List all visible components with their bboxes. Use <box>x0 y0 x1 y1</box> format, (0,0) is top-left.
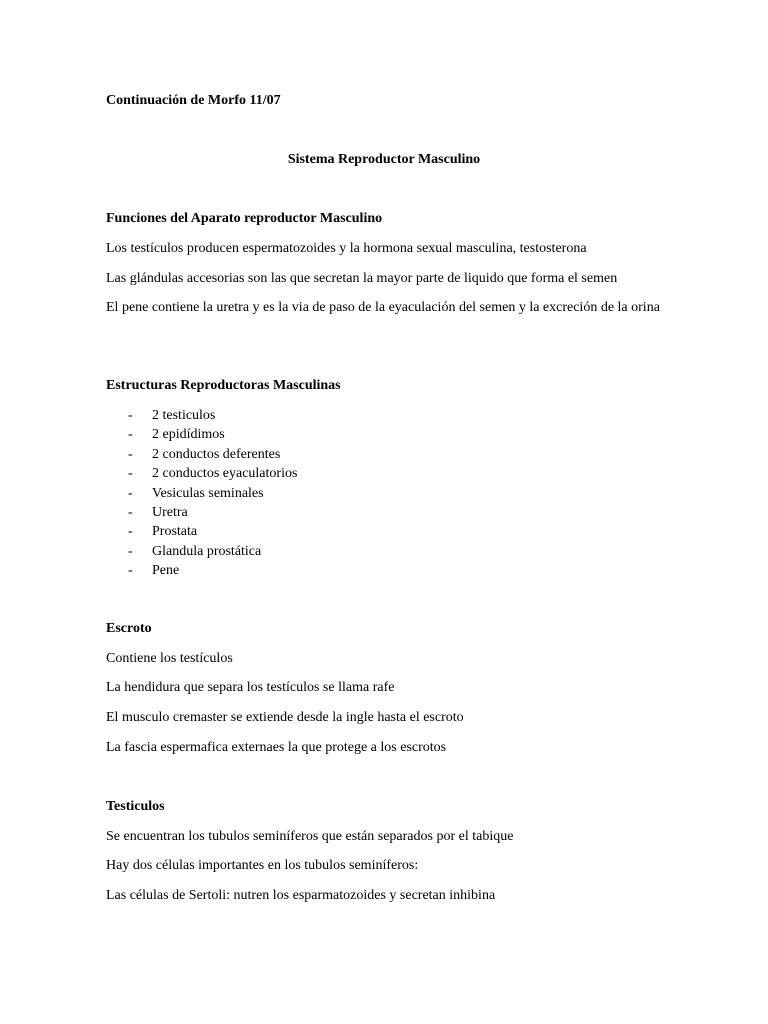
list-item <box>106 542 297 561</box>
list-bullet: - <box>128 427 133 443</box>
list-item <box>106 425 297 444</box>
list-bullet: - <box>128 466 133 482</box>
list-item <box>106 522 297 541</box>
list-item-text: Pene <box>152 563 180 579</box>
list-bullet: - <box>128 563 133 579</box>
list-item-text: Prostata <box>152 524 198 540</box>
list-bullet: - <box>128 446 133 462</box>
list-item-text: 2 conductos eyaculatorios <box>152 466 298 482</box>
escroto-paragraph-3: El musculo cremaster se extiende desde la ingle hasta el escroto <box>106 710 464 725</box>
testiculos-paragraph-1: Se encuentran los tubulos seminíferos que están separados por el tabique <box>106 829 514 844</box>
funciones-paragraph-3: El pene contiene la uretra y es la via de paso de la eyaculación del semen y la excreción de la orina <box>106 300 660 315</box>
list-item <box>106 406 297 425</box>
list-item <box>106 445 297 464</box>
escroto-heading: Escroto <box>106 621 152 636</box>
funciones-paragraph-1: Los testículos producen espermatozoides y la hormona sexual masculina, testosterona <box>106 241 587 256</box>
funciones-heading: Funciones del Aparato reproductor Masculino <box>106 211 383 226</box>
list-item-text: 2 epidídimos <box>152 427 225 443</box>
list-bullet: - <box>128 504 133 520</box>
testiculos-heading: Testiculos <box>106 799 165 814</box>
testiculos-paragraph-3: Las células de Sertoli: nutren los esparmatozoides y secretan inhibina <box>106 888 496 903</box>
funciones-paragraph-2: Las glándulas accesorias son las que secretan la mayor parte de liquido que forma el semen <box>106 271 618 286</box>
list-item-text: Vesiculas seminales <box>152 485 264 501</box>
escroto-paragraph-1: Contiene los testículos <box>106 651 233 666</box>
list-item <box>106 503 297 522</box>
list-bullet: - <box>128 485 133 501</box>
escroto-paragraph-4: La fascia espermafica externaes la que protege a los escrotos <box>106 740 447 755</box>
estructuras-heading: Estructuras Reproductoras Masculinas <box>106 378 341 393</box>
escroto-paragraph-2: La hendidura que separa los testículos se llama rafe <box>106 680 395 695</box>
list-item-text: 2 conductos deferentes <box>152 446 281 462</box>
list-bullet: - <box>128 543 133 559</box>
continuation-heading: Continuación de Morfo 11/07 <box>106 93 281 108</box>
list-bullet: - <box>128 408 133 423</box>
estructuras-list <box>106 406 297 581</box>
list-item <box>106 464 297 483</box>
list-bullet: - <box>128 524 133 540</box>
testiculos-paragraph-2: Hay dos células importantes en los tubulos seminíferos: <box>106 858 419 873</box>
list-item <box>106 484 297 503</box>
list-item-text: Glandula prostática <box>152 543 262 559</box>
document-title: Sistema Reproductor Masculino <box>287 152 481 167</box>
list-item-text: Uretra <box>152 504 188 520</box>
list-item-text: 2 testiculos <box>152 408 216 423</box>
list-item <box>106 561 297 580</box>
